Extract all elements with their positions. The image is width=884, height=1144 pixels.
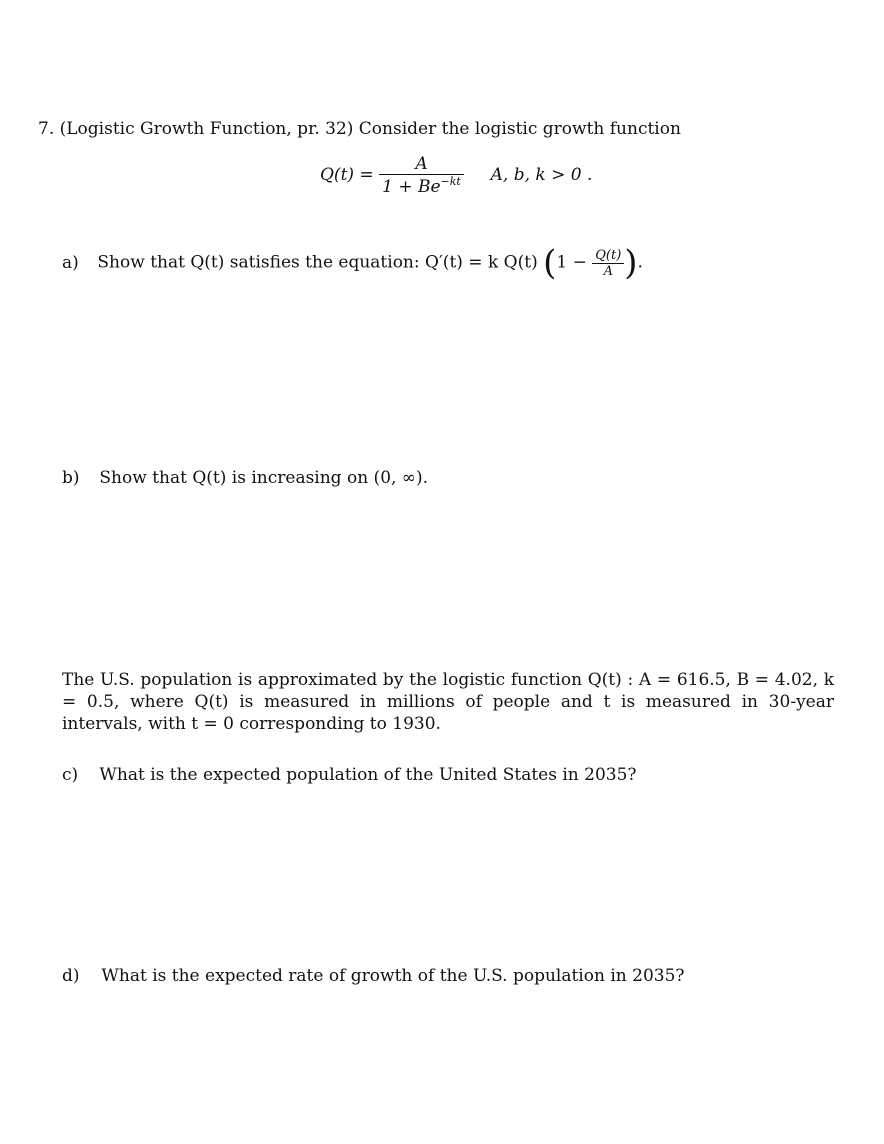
part-c-text: What is the expected population of the United States in 2035? [99, 765, 637, 785]
formula-fraction [379, 154, 464, 197]
part-a-frac-num: Q(t) [592, 248, 624, 264]
problem-number: 7. [38, 119, 55, 139]
part-b-text: Show that Q(t) is increasing on (0, ∞). [99, 468, 429, 488]
population-context: The U.S. population is approximated by the logistic function Q(t) : A = 616.5, B = 4.02, k = 0.5, where Q(t) is measured in millions of people and t is measured in 30-year intervals, with t = 0 corresponding to 1930. [62, 670, 834, 734]
part-a [62, 243, 643, 283]
paren-close: ) [624, 243, 638, 283]
formula-condition: A, b, k > 0 . [490, 165, 593, 185]
formula-numerator: A [379, 154, 464, 175]
one-minus: 1 − [556, 252, 587, 273]
part-a-label: a) [62, 252, 79, 273]
paren-open: ( [543, 243, 557, 283]
logistic-formula [320, 154, 592, 197]
part-d [62, 966, 685, 986]
part-d-text: What is the expected rate of growth of the U.S. population in 2035? [101, 966, 685, 986]
part-b-label: b) [62, 468, 80, 488]
part-a-fraction [592, 248, 624, 279]
formula-denominator: $1 + Be^{-kt}$ [382, 175, 461, 197]
part-b [62, 468, 428, 488]
part-d-label: d) [62, 966, 80, 986]
part-a-frac-den: A [603, 263, 613, 279]
formula-lhs: Q(t) = [320, 165, 374, 185]
part-a-end: . [637, 252, 643, 273]
part-c [62, 765, 637, 785]
part-c-label: c) [62, 765, 79, 785]
problem-title: (Logistic Growth Function, pr. 32) Consider the logistic growth function [59, 119, 681, 139]
problem-header [38, 119, 681, 139]
part-a-text: Show that Q(t) satisfies the equation: Q′(t) = k Q(t) [97, 252, 538, 273]
